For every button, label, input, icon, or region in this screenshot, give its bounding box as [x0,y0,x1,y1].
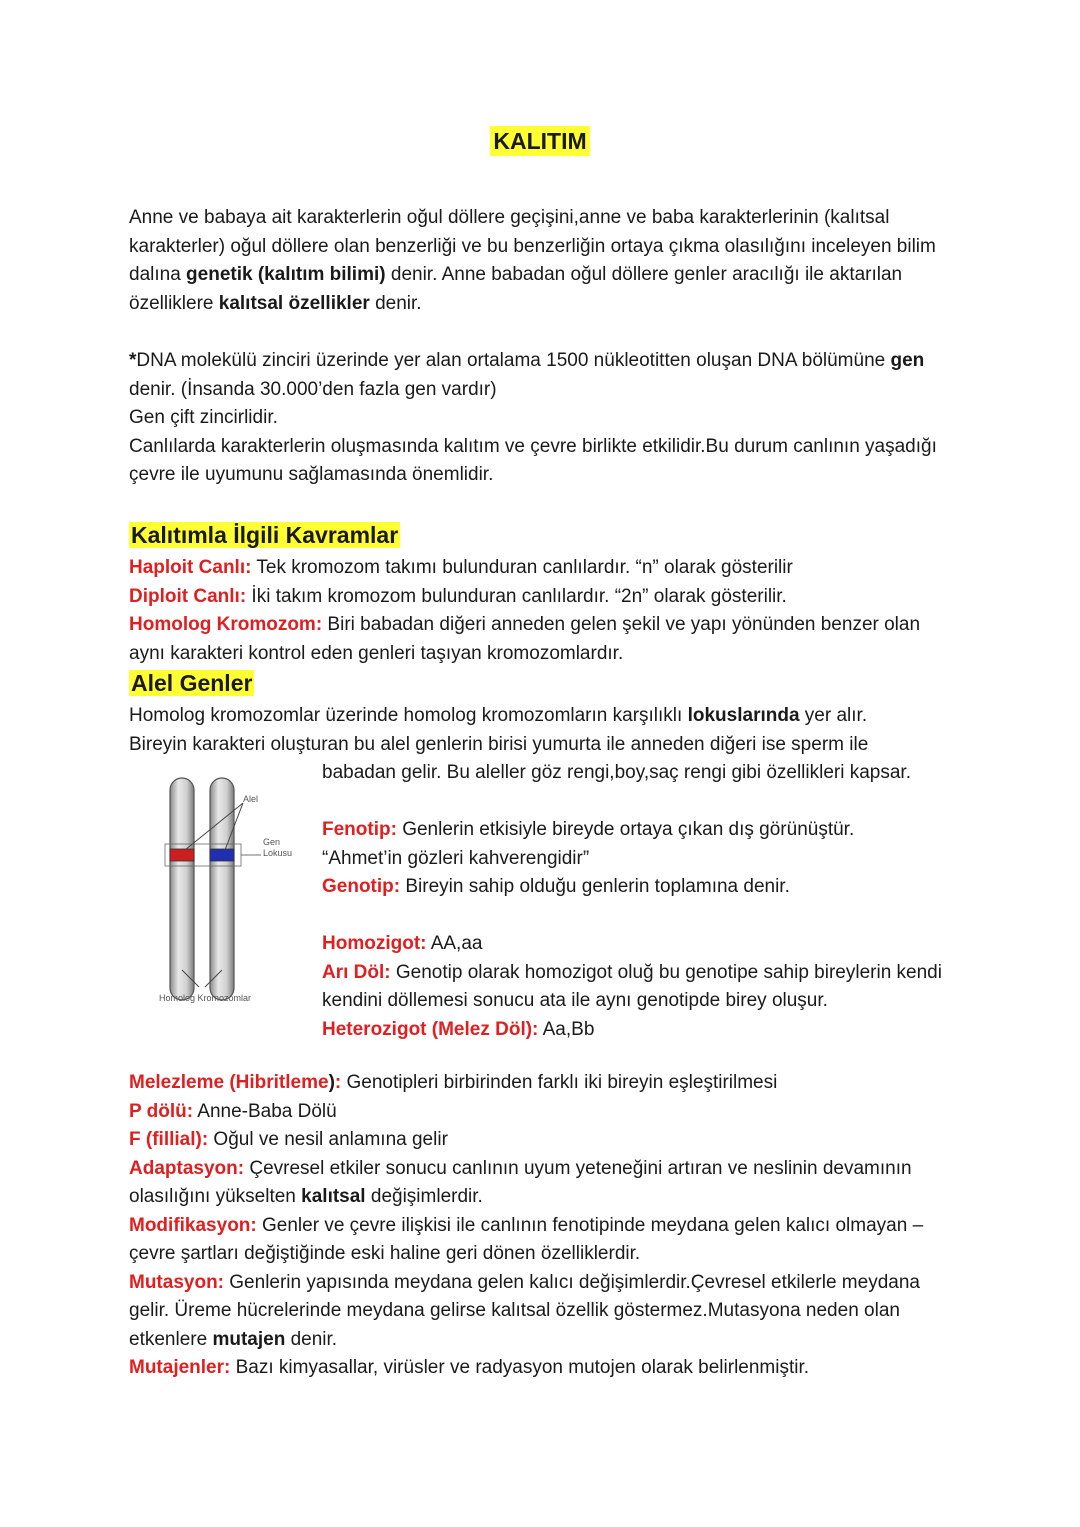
alleles-heading: Alel Genler [131,670,253,696]
alleles-intro: Homolog kromozomlar üzerinde homolog kromozomların karşılıklı lokuslarında yer alır. Bireyin karakteri oluşturan bu alel genlerin birisi yumurta ile anneden diğeri ise sperm ile [129,702,959,759]
term-adaptasyon: Adaptasyon: Çevresel etkiler sonucu canlının uyum yeteneğini artıran ve neslinin devamının olasılığını yükselten kalıtsal değişimlerdir. [129,1157,912,1207]
intro-paragraph [129,204,959,318]
intro-text-b: denir. Anne babadan oğul döllere genler aracılığı ile aktarılan özelliklere [129,264,903,314]
term-mutajenler: Mutajenler: Bazı kimyasallar, virüsler ve radyasyon mutojen olarak belirlenmiştir. [129,1357,810,1378]
concepts-heading: Kalıtımla İlgili Kavramlar [131,522,399,548]
heterozigot-line: Heterozigot (Melez Döl): Aa,Bb [322,1018,595,1040]
term-p-dolu: P dölü: Anne-Baba Dölü [129,1100,337,1122]
label-gen: Gen [263,837,281,847]
term-modifikasyon: Modifikasyon: Genler ve çevre ilişkisi ile canlının fenotipinde meydana gelen kalıcı olmayan – çevre şartları değiştiğinde eski haline geri dönen özelliklerdir. [129,1214,924,1264]
genotip-line: Genotip: Bireyin sahip olduğu genlerin toplamına denir. [322,876,790,897]
title-text: KALITIM [490,126,589,156]
fenotip-line: Fenotip: Genlerin etkisiyle bireyde ortaya çıkan dış görünüştür. [322,819,855,840]
intro-bold-kalitsal: kalıtsal özellikler [218,292,370,314]
left-chromosome [170,778,194,1000]
concept-diploit: Diploit Canlı: İki takım kromozom bulunduran canlılardır. “2n” olarak gösterilir. [129,585,787,607]
right-allele-band [210,849,234,861]
fenotip-example: “Ahmet’in gözleri kahverengidir” [322,847,590,869]
homolog-chromosome-figure [129,765,304,1033]
intro-text-a: Anne ve babaya ait karakterlerin oğul döllere geçişini,anne ve baba karakterlerinin (kalıtsal karakterler) oğul döllere olan benzerliği ve bu benzerliğin ortaya çıkma olasılığını inceleyen bilim dalına [129,207,936,285]
page-title [0,128,1080,155]
right-chromosome [210,778,234,1000]
dna-star: * [129,350,137,371]
chromosome-diagram [129,765,304,1033]
concepts-list [129,554,959,668]
term-fillial: F (fillial): Oğul ve nesil anlamına gelir [129,1129,448,1150]
concept-haploit: Haploit Canlı: Tek kromozom takımı bulunduran canlılardır. “n” olarak gösterilir [129,557,793,578]
term-mutasyon: Mutasyon: Genlerin yapısında meydana gelen kalıcı değişimlerdir.Çevresel etkilerle meydana gelir. Üreme hücrelerinde meydana gelirse kalıtsal özellik göstermez.Mutasyona neden olan etkenlere mutajen denir. [129,1271,920,1350]
alleles-bold-lokus: lokuslarında [687,705,800,726]
intro-text-c: denir. [369,292,422,314]
alleles-line2: Bireyin karakteri oluşturan bu alel genlerin birisi yumurta ile anneden diğeri ise sperm ile [129,733,869,755]
alleles-side-text [322,759,972,1044]
label-alel: Alel [243,794,259,804]
homozigot-line: Homozigot: AA,aa [322,933,483,954]
intro-bold-genetik: genetik (kalıtım bilimi) [186,264,386,285]
aridol-line: Arı Döl: Genotip olarak homozigot oluğ bu genotipe sahip bireylerin kendi kendini döllemesi sonucu ata ile aynı genotipde birey oluşur. [322,961,942,1011]
label-homolog: Homolog Kromozomlar [159,993,252,1003]
dna-line2: Gen çift zincirlidir. [129,407,278,428]
dna-line1: DNA molekülü zinciri üzerinde yer alan ortalama 1500 nükleotitten oluşan DNA bölümüne [136,350,891,371]
alleles-line3: babadan gelir. Bu aleller göz rengi,boy,saç rengi gibi özellikleri kapsar. [322,762,911,783]
dna-line1-end: denir. (İnsanda 30.000’den fazla gen vardır) [129,378,497,400]
label-lokusu: Lokusu [263,848,293,858]
terms-list [129,1069,959,1383]
left-allele-band [170,849,194,861]
dna-bold-gen: gen [890,350,925,371]
dna-paragraph [129,347,959,490]
concept-homolog: Homolog Kromozom: Biri babadan diğeri anneden gelen şekil ve yapı yönünden benzer olan aynı karakteri kontrol eden genleri taşıyan kromozomlardır. [129,614,921,664]
term-melezleme: Melezleme (Hibritleme): Genotipleri birbirinden farklı iki bireyin eşleştirilmesi [129,1072,778,1093]
dna-line3: Canlılarda karakterlerin oluşmasında kalıtım ve çevre birlikte etkilidir.Bu durum canlının yaşadığı çevre ile uyumunu sağlamasında önemlidir. [129,435,937,485]
